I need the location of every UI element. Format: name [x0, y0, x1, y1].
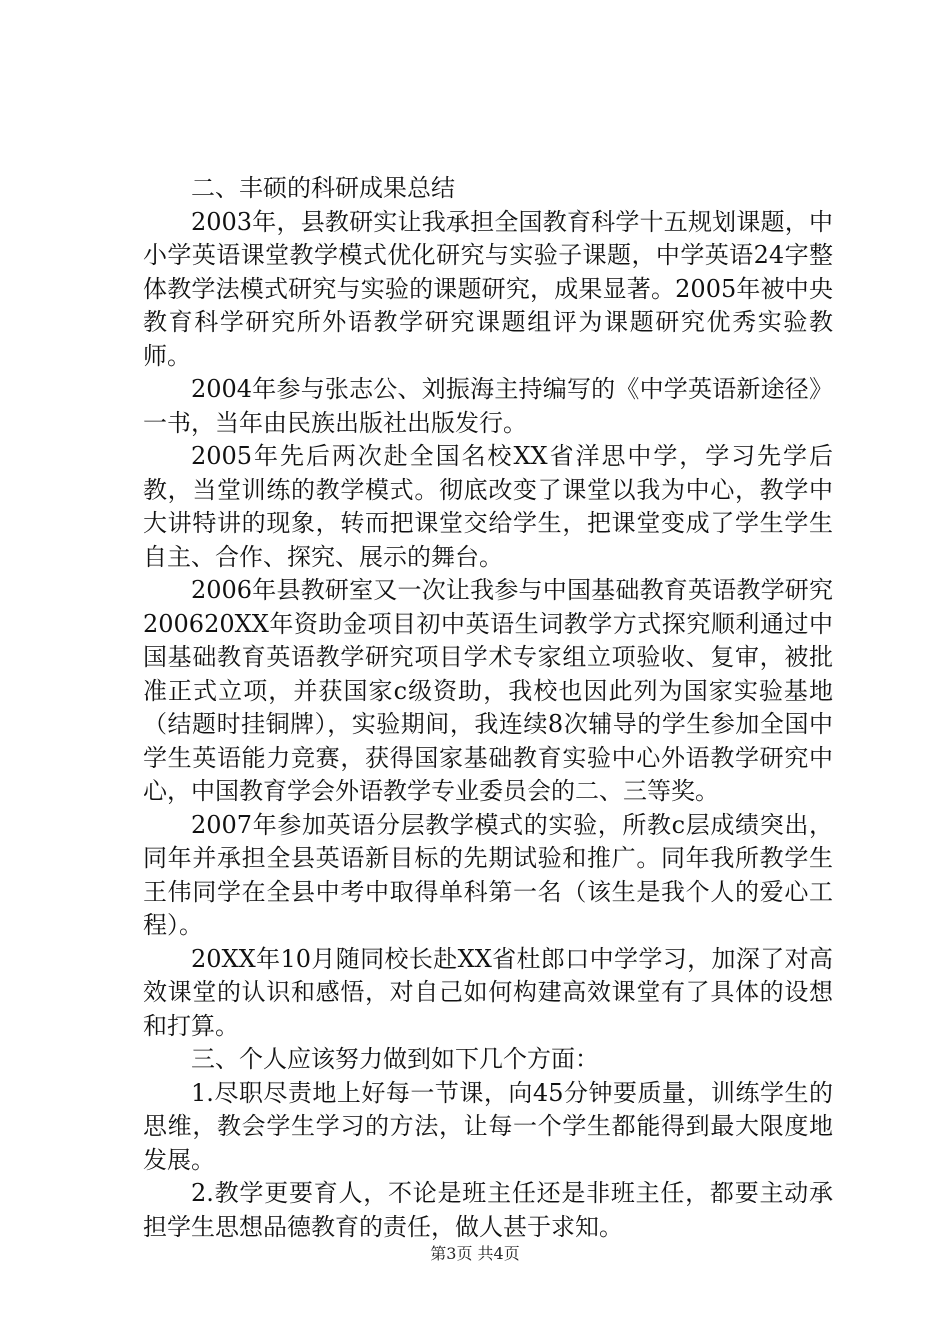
paragraph-2007: 2007年参加英语分层教学模式的实验，所教c层成绩突出，同年并承担全县英语新目标的先期试验和推广。同年我所教学生王伟同学在全县中考中取得单科第一名（该生是我个人的爱心工程）。 — [143, 810, 833, 939]
paragraph-2006: 2006年县教研室又一次让我参与中国基础教育英语教学研究200620XX年资助金项目初中英语生词教学方式探究顺利通过中国基础教育英语教学研究项目学术专家组立项验收、复审，被批准正式立项，并获国家c级资助，我校也因此列为国家实验基地（结题时挂铜牌），实验期间，我连续8次辅导的学生参加全国中学生英语能力竞赛，获得国家基础教育实验中心外语教学研究中心，中国教育学会外语教学专业委员会的二、三等奖。 — [143, 576, 833, 805]
paragraph-2003: 2003年，县教研实让我承担全国教育科学十五规划课题，中小学英语课堂教学模式优化研究与实验子课题，中学英语24字整体教学法模式研究与实验的课题研究，成果显著。2005年被中央教育科学研究所外语教学研究课题组评为课题研究优秀实验教师。 — [143, 207, 833, 370]
paragraph-2005: 2005年先后两次赴全国名校XX省洋思中学，学习先学后教，当堂训练的教学模式。彻底改变了课堂以我为中心，教学中大讲特讲的现象，转而把课堂交给学生，把课堂变成了学生学生自主、合作、探究、展示的舞台。 — [143, 442, 833, 571]
list-item-1: 1.尽职尽责地上好每一节课，向45分钟要质量，训练学生的思维，教会学生学习的方法，让每一个学生都能得到最大限度地发展。 — [143, 1078, 833, 1174]
page-footer — [0, 1244, 950, 1264]
list-item-2: 2.教学更要育人，不论是班主任还是非班主任，都要主动承担学生思想品德教育的责任，做人甚于求知。 — [143, 1179, 833, 1241]
section-heading-goals: 三、个人应该努力做到如下几个方面： — [191, 1045, 599, 1073]
section-heading-research: 二、丰硕的科研成果总结 — [191, 174, 455, 202]
page-number-label: 第3页 共4页 — [430, 1244, 520, 1263]
paragraph-2004: 2004年参与张志公、刘振海主持编写的《中学英语新途径》一书，当年由民族出版社出版发行。 — [143, 375, 833, 437]
document-body — [143, 172, 833, 1244]
paragraph-20xx: 20XX年10月随同校长赴XX省杜郎口中学学习，加深了对高效课堂的认识和感悟，对自己如何构建高效课堂有了具体的设想和打算。 — [143, 944, 833, 1040]
